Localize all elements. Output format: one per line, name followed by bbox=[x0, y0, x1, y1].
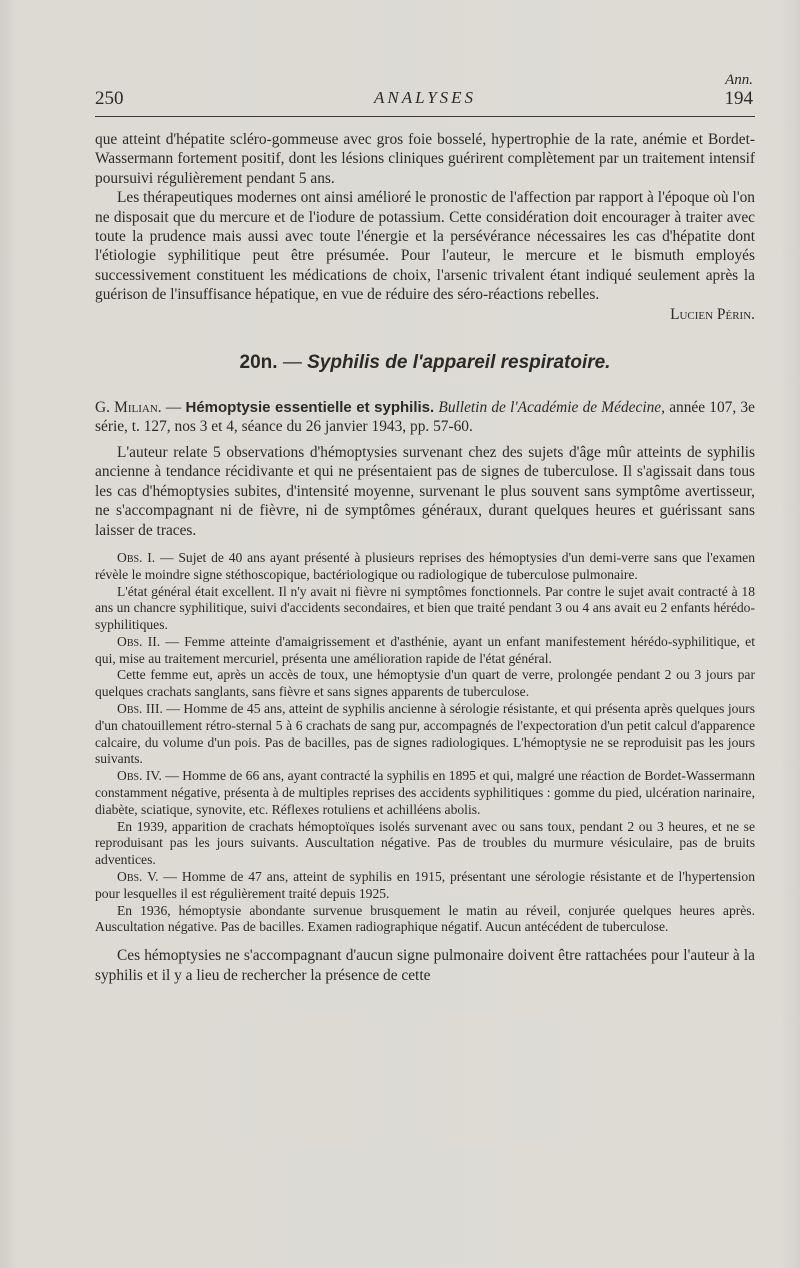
bibliographic-reference bbox=[95, 398, 755, 437]
observation-text: — Femme atteinte d'amaigrissement et d'asthénie, ayant un enfant manifestement hérédo-syphilitique, et qui, mise au traitement mercuriel, présenta une amélioration rapide de l'état général. bbox=[95, 633, 755, 666]
reference-journal: Bulletin de l'Académie de Médecine, bbox=[438, 399, 665, 417]
conclusion-paragraph: Ces hémoptysies ne s'accompagnant d'aucun signe pulmonaire doivent être rattachées pour l'auteur à la syphilis et il y a lieu de rechercher la présence de cette bbox=[95, 947, 755, 984]
summary-paragraph: L'auteur relate 5 observations d'hémoptysies survenant chez des sujets d'âge mûr atteints de syphilis ancienne à tendance récidivante et qui ne présentaient pas de signes de tuberculose. Il s'agissait dans tous les cas d'hémoptysies subites, d'intensité moyenne, survenant le plus souvent sans symptôme avertisseur, ne s'accompagnant ni de fièvre, ni de symptômes généraux, durant quelques heures et guérissant sans laisser de traces. bbox=[95, 443, 755, 539]
section-dash: — bbox=[282, 352, 302, 374]
observation-label: Obs. V. bbox=[117, 869, 159, 885]
observation-4 bbox=[95, 768, 755, 818]
observation-text: — Homme de 66 ans, ayant contracté la syphilis en 1895 et qui, malgré une réaction de Bordet-Wassermann constamment négative, présenta à de multiples reprises des accidents syphilitiques : gomme du pied, ulcération narinaire, diabète, sciatique, synovite, etc. Réflexes rotuliens et achilléens abolis. bbox=[95, 768, 755, 817]
observation-1-paragraph: L'état général était excellent. Il n'y avait ni fièvre ni symptômes fonctionnels. Par contre le sujet avait contracté à 18 ans un chancre syphilitique, suivi d'accidents secondaires, et bien que traité pendant 3 ou 4 ans avait eu 2 enfants hérédo-syphilitiques. bbox=[95, 583, 755, 633]
section-number: 20n. bbox=[239, 352, 278, 374]
observation-3 bbox=[95, 701, 755, 768]
page-number: 250 bbox=[95, 88, 124, 109]
running-title: ANALYSES bbox=[373, 88, 477, 107]
observation-text: — Sujet de 40 ans ayant présenté à plusieurs reprises des hémoptysies d'un demi-verre sans que l'examen révèle le moindre signe stéthoscopique, bactériologique ou radiologique de tuberculose pulmonaire. bbox=[95, 549, 755, 582]
observation-5-paragraph: En 1936, hémoptysie abondante survenue brusquement le matin au réveil, conjurée quelques heures après. Auscultation négative. Pas de bacilles. Examen radiographique négatif. Aucun antécédent de tuberculose. bbox=[95, 902, 755, 935]
reference-dash: — bbox=[165, 399, 182, 417]
observation-2 bbox=[95, 634, 755, 668]
signature bbox=[95, 305, 755, 324]
observation-text: — Homme de 47 ans, atteint de syphilis en 1915, présentant une sérologie résistante et de l'hypertension pour lesquelles il est régulièrement traité depuis 1925. bbox=[95, 869, 755, 901]
section-heading bbox=[95, 352, 755, 374]
year-label: 194 bbox=[724, 88, 753, 109]
section-title: Syphilis de l'appareil respiratoire. bbox=[307, 352, 611, 374]
observation-label: Obs. I. bbox=[117, 549, 156, 565]
header-rule bbox=[95, 116, 755, 117]
reference-author: G. Milian. bbox=[95, 399, 162, 417]
observations-list bbox=[95, 550, 755, 936]
observation-text: — Homme de 45 ans, atteint de syphilis ancienne à sérologie résistante, et qui présenta après quelques jours d'un chatouillement rétro-sternal 5 à 6 crachats de sang pur, accompagnés de l'expectoration d'un petit calcul d'apparence calcaire, du volume d'un pois. Pas de bacilles, pas de signes radiologiques. L'hémoptysie ne se reproduisit pas les jours suivants. bbox=[95, 701, 756, 767]
annals-label: Ann. bbox=[725, 72, 753, 88]
observation-label: Obs. IV. bbox=[117, 768, 162, 784]
observation-1 bbox=[95, 550, 755, 584]
observation-2-paragraph: Cette femme eut, après un accès de toux, une hémoptysie d'un quart de verre, prolongée pendant 2 ou 3 jours par quelques crachats sanglants, sans fièvre et sans signes apparents de tuberculose. bbox=[95, 667, 755, 700]
paragraph-therapeutics: Les thérapeutiques modernes ont ainsi amélioré le pronostic de l'affection par rapport à l'époque où l'on ne disposait que du mercure et de l'iodure de potassium. Cette considération doit encourager à traiter avec toute la prudence mais aussi avec toute l'énergie et la persévérance nécessaires les cas d'hépatite dont l'étiologie syphilitique peut être présumée. Pour l'auteur, le mercure et le bismuth employés successivement constituent les médications de choix, l'arsenic trivalent étant indiqué seulement après la guérison de l'insuffisance hépatique, en vue de réduire des séro-réactions rebelles. bbox=[95, 189, 755, 304]
observation-5 bbox=[95, 869, 755, 903]
page-body bbox=[95, 130, 755, 985]
running-head bbox=[95, 72, 755, 112]
reference-title: Hémoptysie essentielle et syphilis. bbox=[185, 399, 435, 417]
signature-name: Lucien Périn. bbox=[670, 305, 755, 323]
paragraph-continuation: que atteint d'hépatite scléro-gommeuse avec gros foie bosselé, hypertrophie de la rate, anémie et Bordet-Wassermann fortement positif, dont les lésions cliniques guérirent complètement par un traitement intensif poursuivi régulièrement pendant 5 ans. bbox=[95, 131, 755, 187]
reference-details: année 107, 3e série, t. 127, nos 3 et 4, séance du 26 janvier 1943, pp. 57-60. bbox=[95, 399, 755, 436]
observation-4-paragraph: En 1939, apparition de crachats hémoptoïques isolés survenant avec ou sans toux, pendant 2 ou 3 heures, et ne se reproduisant pas les jours suivants. Auscultation négative. Pas de troubles du murmure vésiculaire, pas de bruits adventices. bbox=[95, 818, 755, 868]
observation-label: Obs. III. bbox=[117, 701, 163, 717]
observation-label: Obs. II. bbox=[117, 633, 161, 649]
